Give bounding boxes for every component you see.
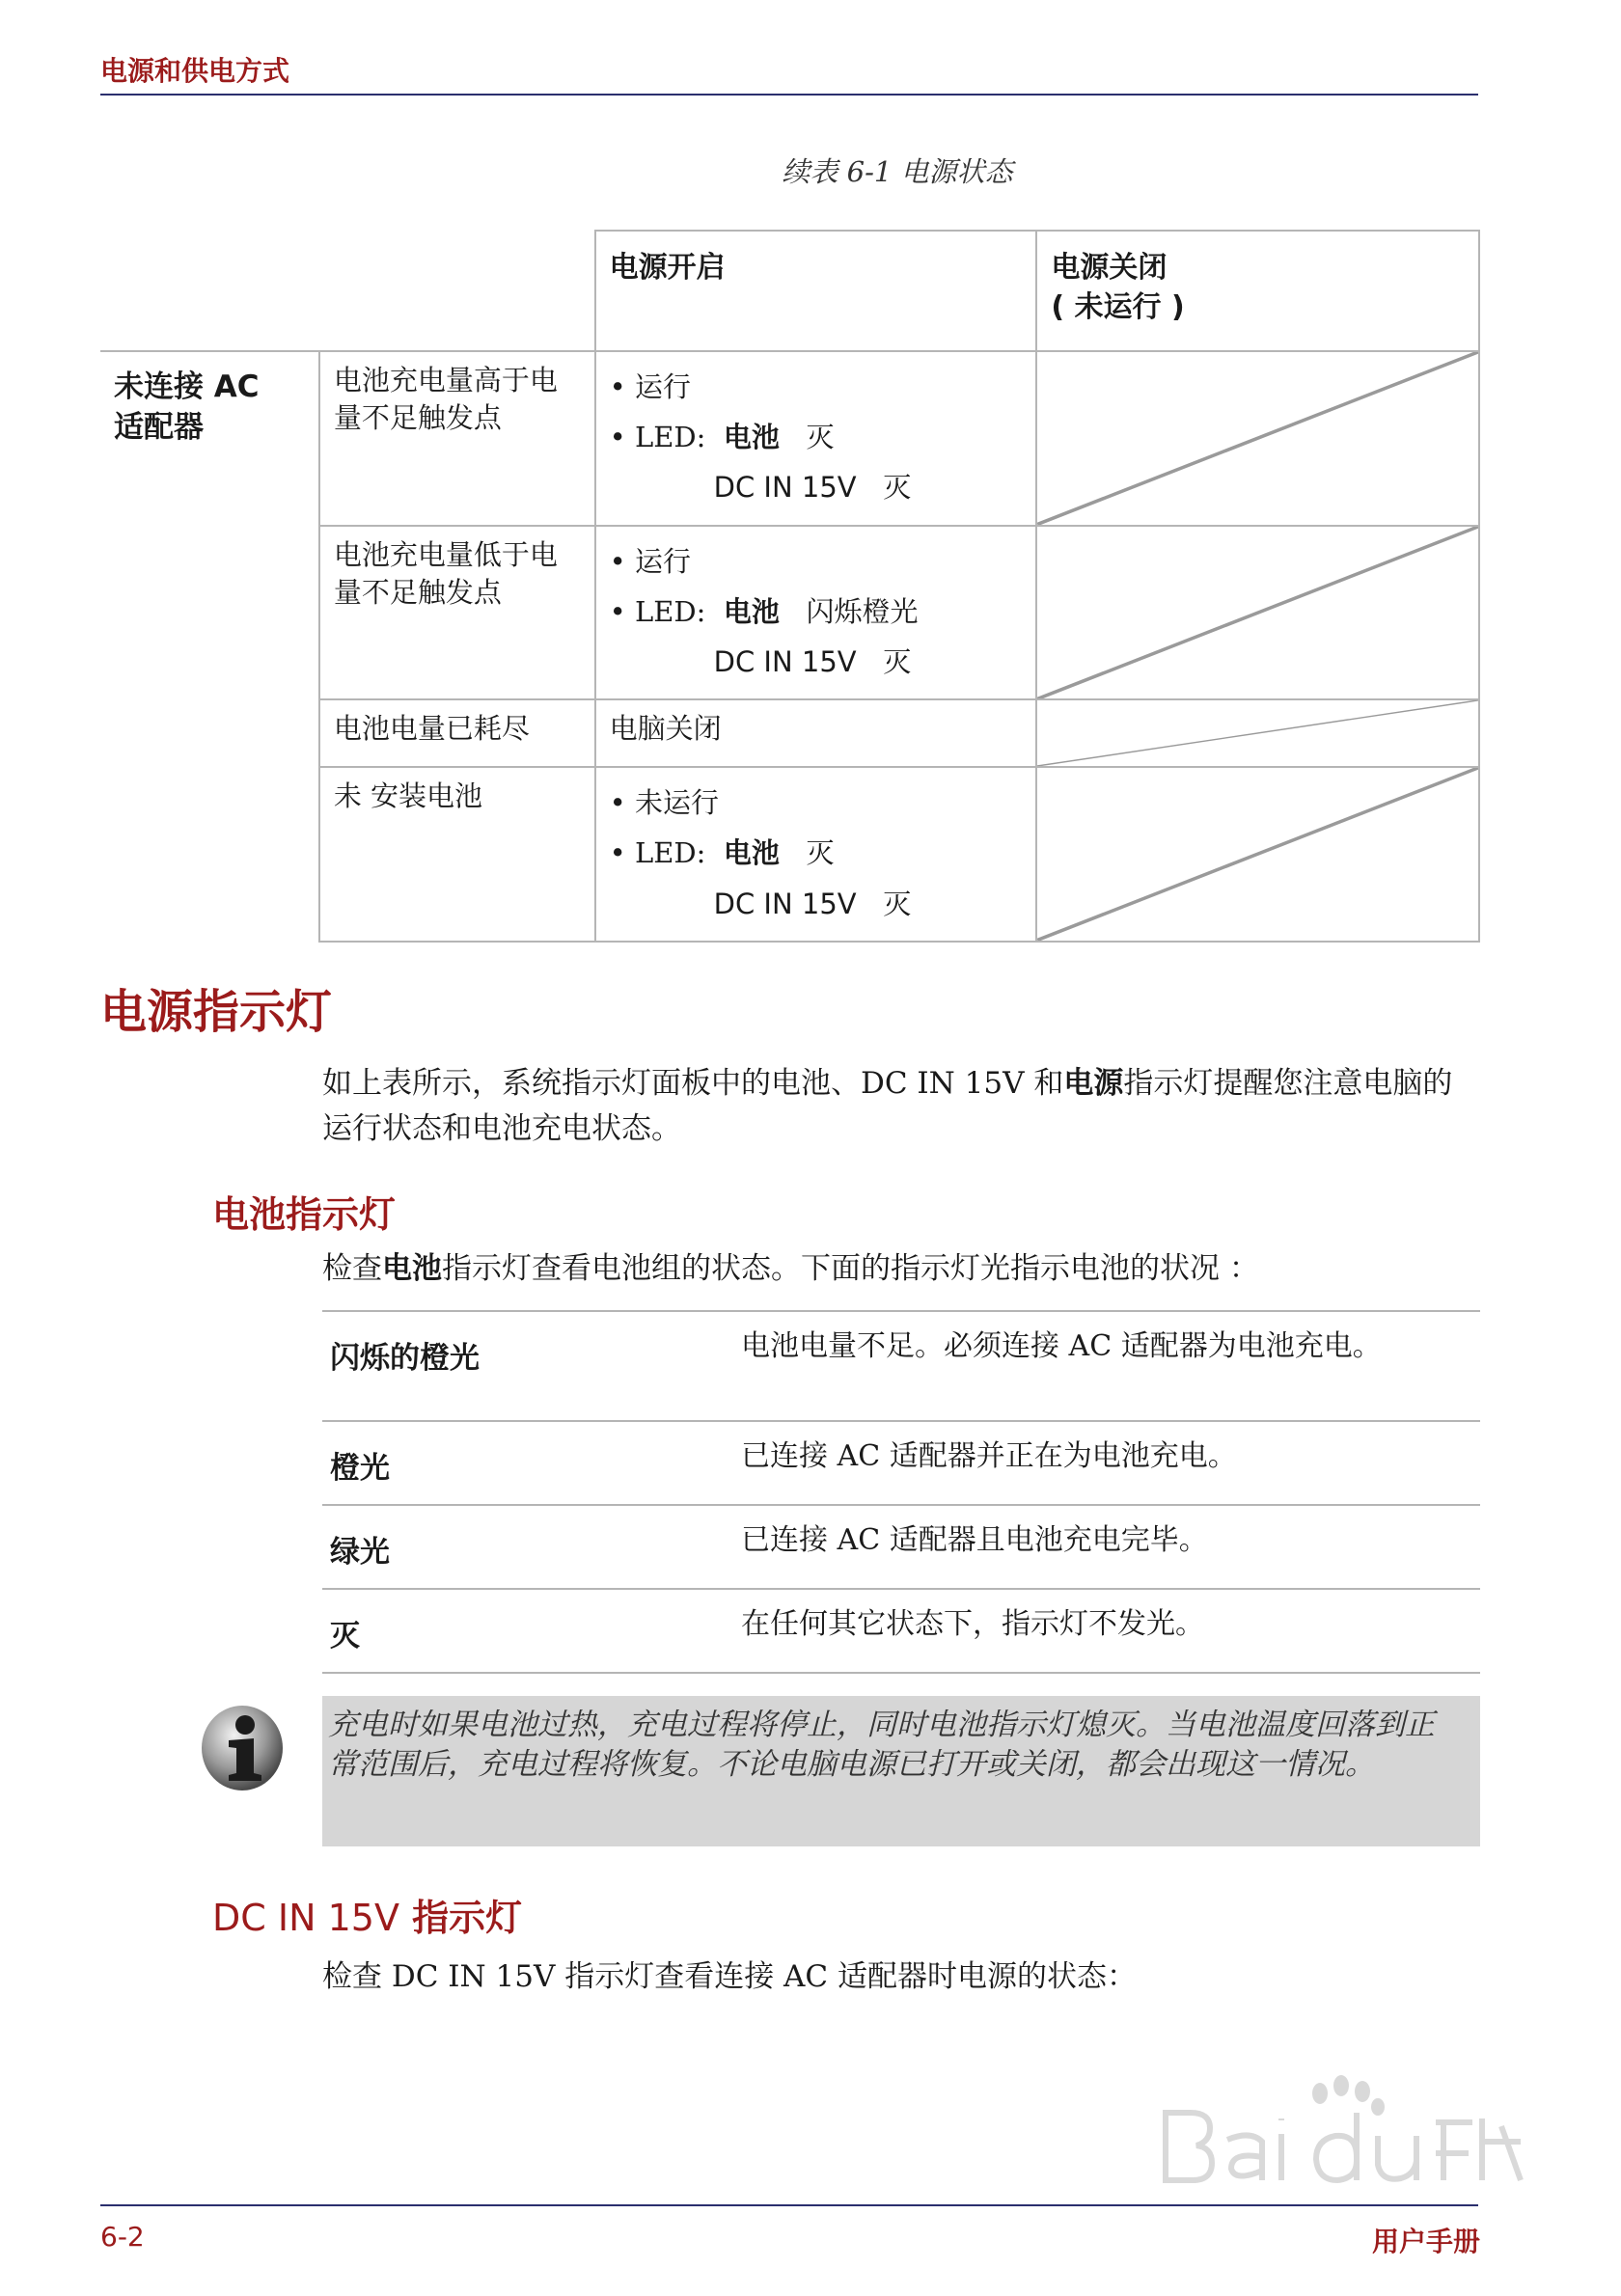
led-prefix: LED:	[634, 421, 706, 454]
dcin-led-state: 灭	[883, 471, 912, 505]
power-state-table	[100, 230, 1480, 943]
state-text: 运行	[634, 370, 691, 403]
state-text: 运行	[634, 544, 691, 578]
info-icon	[200, 1700, 285, 1792]
dcin-section-title: DC IN 15V 指示灯	[212, 1897, 523, 1939]
led-state-key: 绿光	[322, 1505, 733, 1589]
dcin-section-intro: 检查 DC IN 15V 指示灯查看连接 AC 适配器时电源的状态：	[322, 1959, 1138, 1994]
led-state-desc: 已连接 AC 适配器并正在为电池充电。	[733, 1421, 1480, 1505]
group-label-line2: 适配器	[114, 409, 204, 445]
led-state-key: 闪烁的橙光	[322, 1311, 733, 1421]
running-header: 电源和供电方式	[100, 55, 290, 87]
power-on-cell: • 运行 • LED: 电池 灭 DC IN 15V 灭	[595, 351, 1037, 526]
battery-section-title: 电池指示灯	[212, 1193, 397, 1236]
battery-led-table	[322, 1310, 1480, 1674]
power-off-cell-empty	[1036, 767, 1479, 942]
baidu-watermark-icon	[1154, 2064, 1540, 2257]
group-label-line1: 未连接 AC	[114, 369, 260, 404]
battery-led-label: 电池	[723, 836, 780, 870]
manual-label: 用户手册	[1371, 2226, 1480, 2257]
dcin-led-label: DC IN 15V	[713, 887, 857, 920]
led-state-desc: 在任何其它状态下，指示灯不发光。	[733, 1589, 1480, 1673]
led-prefix: LED:	[634, 836, 706, 870]
header-power-off	[1036, 231, 1479, 351]
header-power-on: 电源开启	[595, 231, 1037, 351]
condition-cell: 未 安装电池	[319, 767, 595, 942]
condition-cell: 电池充电量低于电量不足触发点	[319, 526, 595, 700]
group-label	[100, 351, 319, 942]
led-state-desc: 已连接 AC 适配器且电池充电完毕。	[733, 1505, 1480, 1589]
header-power-off-sub: ( 未运行 )	[1051, 289, 1185, 324]
table-row	[322, 1589, 1480, 1673]
table-row	[322, 1421, 1480, 1505]
power-off-cell-empty	[1036, 699, 1479, 767]
led-state-key: 灭	[322, 1589, 733, 1673]
section-title: 电源指示灯	[100, 985, 333, 1039]
power-off-cell-empty	[1036, 526, 1479, 700]
table-caption: 续表 6-1 电源状态	[782, 155, 1013, 188]
dcin-led-state: 灭	[883, 887, 912, 920]
state-text: 电脑关闭	[609, 712, 722, 746]
led-state-desc: 电池电量不足。必须连接 AC 适配器为电池充电。	[733, 1311, 1480, 1421]
table-corner	[100, 231, 595, 351]
dcin-led-state: 灭	[883, 644, 912, 678]
power-off-cell-empty	[1036, 351, 1479, 526]
battery-led-label: 电池	[723, 421, 780, 454]
header-power-off-title: 电源关闭	[1051, 251, 1168, 285]
page-number: 6-2	[100, 2221, 145, 2253]
note-text: 充电时如果电池过热，充电过程将停止，同时电池指示灯熄灭。当电池温度回落到正常范围后，充电过程将恢复。不论电脑电源已打开或关闭，都会出现这一情况。	[328, 1708, 1435, 1782]
header-rule	[100, 94, 1478, 96]
power-on-cell: • 未运行 • LED: 电池 灭 DC IN 15V 灭	[595, 767, 1037, 942]
led-state-key: 橙光	[322, 1421, 733, 1505]
power-on-cell	[595, 699, 1037, 767]
dcin-led-label: DC IN 15V	[713, 471, 857, 505]
table-row	[100, 351, 1479, 526]
footer-rule	[100, 2204, 1478, 2206]
dcin-led-label: DC IN 15V	[713, 644, 857, 678]
condition-cell: 电池电量已耗尽	[319, 699, 595, 767]
battery-led-state: 灭	[806, 421, 835, 454]
state-text: 未运行	[634, 786, 719, 820]
table-row	[322, 1505, 1480, 1589]
section-intro: 如上表所示，系统指示灯面板中的电池、DC IN 15V 和电源指示灯提醒您注意电脑的运行状态和电池充电状态。	[322, 1066, 1453, 1146]
led-prefix: LED:	[634, 594, 706, 628]
battery-led-label: 电池	[723, 594, 780, 628]
battery-led-state: 灭	[806, 836, 835, 870]
condition-cell: 电池充电量高于电量不足触发点	[319, 351, 595, 526]
table-row	[322, 1311, 1480, 1421]
battery-section-intro: 检查电池指示灯查看电池组的状态。下面的指示灯光指示电池的状况 ：	[322, 1251, 1259, 1286]
power-on-cell: • 运行 • LED: 电池 闪烁橙光 DC IN 15V 灭	[595, 526, 1037, 700]
battery-led-state: 闪烁橙光	[806, 594, 919, 628]
